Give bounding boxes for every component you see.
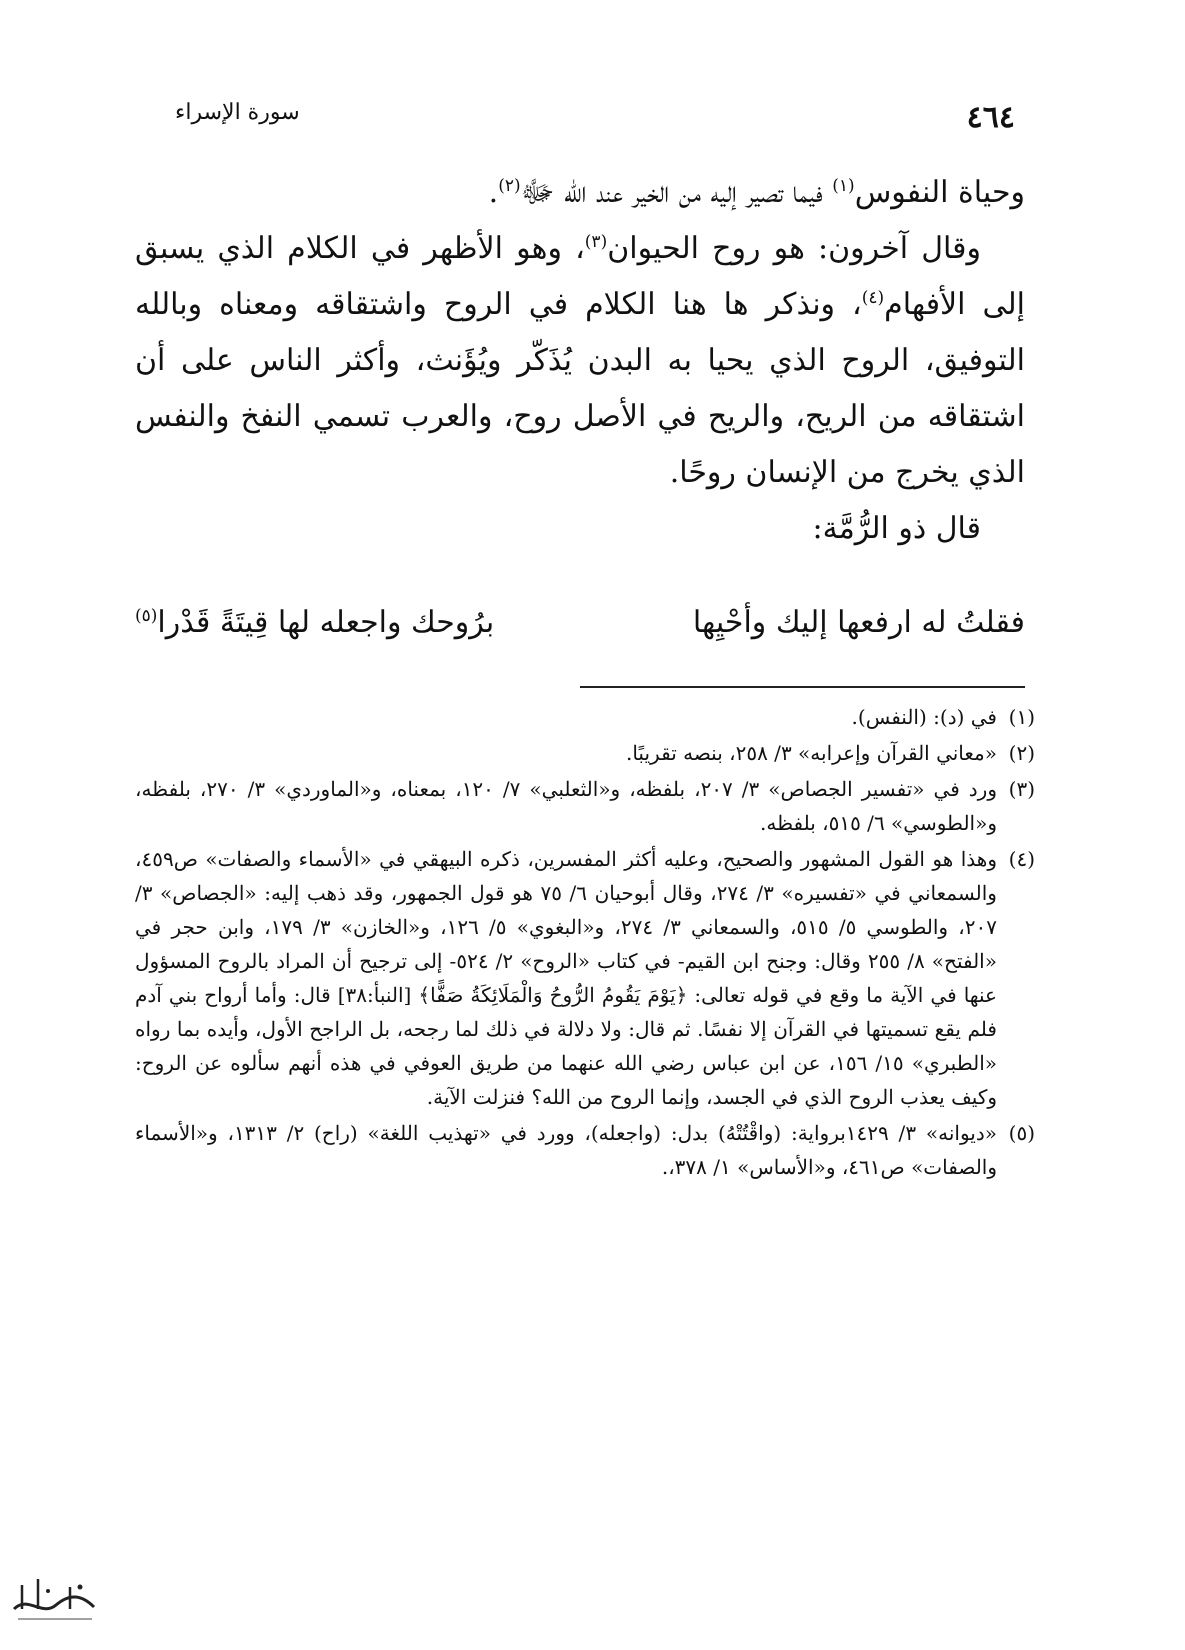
text-run: فيما تصير إليه من الخير عند الله ﷻ (520, 175, 833, 210)
hemistich-second (135, 605, 494, 640)
running-title: سورة الإسراء (175, 100, 300, 125)
footnote-ref[interactable]: (٤) (861, 288, 885, 308)
text-run: برُوحك واجعله لها قِيتَةً قَدْرا (157, 605, 495, 640)
footnote (135, 1116, 1035, 1184)
main-text (135, 165, 1025, 557)
text-run: وحياة النفوس (854, 175, 1025, 210)
footnote-text: وهذا هو القول المشهور والصحيح، وعليه أكثر المفسرين، ذكره البيهقي في «الأسماء والصفات» ص٤٥٩، والسمعاني في «تفسيره» ٣/ ٢٧٤، وقال أبوحيان ٦/ ٧٥ هو قول الجمهور، وقد ذهب إليه: «الجصاص» ٣/ ٢٠٧، والطوسي ٥/ ٥١٥، والسمعاني ٣/ ٢٧٤، و«البغوي» ٥/ ١٢٦، و«الخازن» ٣/ ١٧٩، وابن حجر في «الفتح» ٨/ ٢٥٥ وقال: وجنح ابن القيم- في كتاب «الروح» ٢/ ٥٢٤- إلى ترجيح أن المراد بالروح المسؤول عنها في الآية ما وقع في قوله تعالى: ﴿يَوْمَ يَقُومُ الرُّوحُ وَالْمَلَائِكَةُ صَفًّا﴾ [النبأ:٣٨] قال: وأما أرواح بني آدم فلم يقع تسميتها في القرآن إلا نفسًا. ثم قال: ولا دلالة في ذلك لما رجحه، بل الراجح الأول، وأيده بما رواه «الطبري» ١٥/ ١٥٦، عن ابن عباس رضي الله عنهما من طريق العوفي في هذه أنهم سألوه عن الروح: وكيف يعذب الروح الذي في الجسد، وإنما الروح من الله؟ فنزلت الآية. (135, 847, 997, 1109)
footnote (135, 736, 1035, 770)
text-run: وقال آخرون: هو روح الحيوان (607, 231, 981, 266)
footnote-number: (٣) (1008, 777, 1035, 801)
footnote-separator (580, 686, 1025, 688)
text-run: . (488, 175, 499, 210)
footnotes (135, 700, 1035, 1186)
poem-verse (135, 595, 1025, 651)
footnote-number: (٥) (1008, 1121, 1035, 1145)
footnote-number: (٢) (1008, 741, 1035, 765)
footnote-text: ورد في «تفسير الجصاص» ٣/ ٢٠٧، بلفظه، و«الثعلبي» ٧/ ١٢٠، بمعناه، و«الماوردي» ٣/ ٢٧٠، بلفظه، و«الطوسي» ٦/ ٥١٥، بلفظه. (135, 777, 997, 835)
footnote (135, 772, 1035, 840)
footnote-number: (١) (1008, 705, 1035, 729)
paragraph: قال ذو الرُّمَّة: (812, 511, 981, 546)
footnote-ref[interactable]: (٣) (584, 232, 608, 252)
text-run: ، وهو الأظهر في الكلام الذي يسبق إلى الأفهام (135, 231, 1025, 322)
footnote-text: في (د): (النفس). (851, 705, 997, 729)
footnote-ref[interactable]: (٢) (498, 176, 521, 196)
footnote-text: «معاني القرآن وإعرابه» ٣/ ٢٥٨، بنصه تقريبًا. (625, 741, 997, 765)
page-header (175, 100, 1015, 140)
footnote-text: «ديوانه» ٣/ ١٤٢٩برواية: (واقْتُتْهُ) بدل: (واجعله)، وورد في «تهذيب اللغة» (راح) ٢/ ١٣١٣، و«الأسماء والصفات» ص٤٦١، و«الأساس» ١/ ٣٧٨،. (135, 1121, 997, 1179)
footnote (135, 842, 1035, 1114)
page-number: ٤٦٤ (966, 100, 1015, 135)
text-run: ، ونذكر ها هنا الكلام في الروح واشتقاقه ومعناه وبالله التوفيق، الروح الذي يحيا به البدن يُذَكّر ويُؤَنث، وأكثر الناس على أن اشتقاقه من الريح، والريح في الأصل روح، والعرب تسمي النفخ والنفس الذي يخرج من الإنسان روحًا. (135, 287, 1025, 490)
footnote-number: (٤) (1008, 847, 1035, 871)
footnote-ref[interactable]: (١) (832, 176, 855, 196)
footnote-ref[interactable]: (٥) (135, 606, 158, 626)
hemistich-first: فقلتُ له ارفعها إليك وأحْيِها (692, 605, 1025, 640)
paragraph (135, 221, 1025, 501)
footnote (135, 700, 1035, 734)
paragraph (135, 165, 1025, 221)
watermark-logo (8, 1565, 100, 1629)
